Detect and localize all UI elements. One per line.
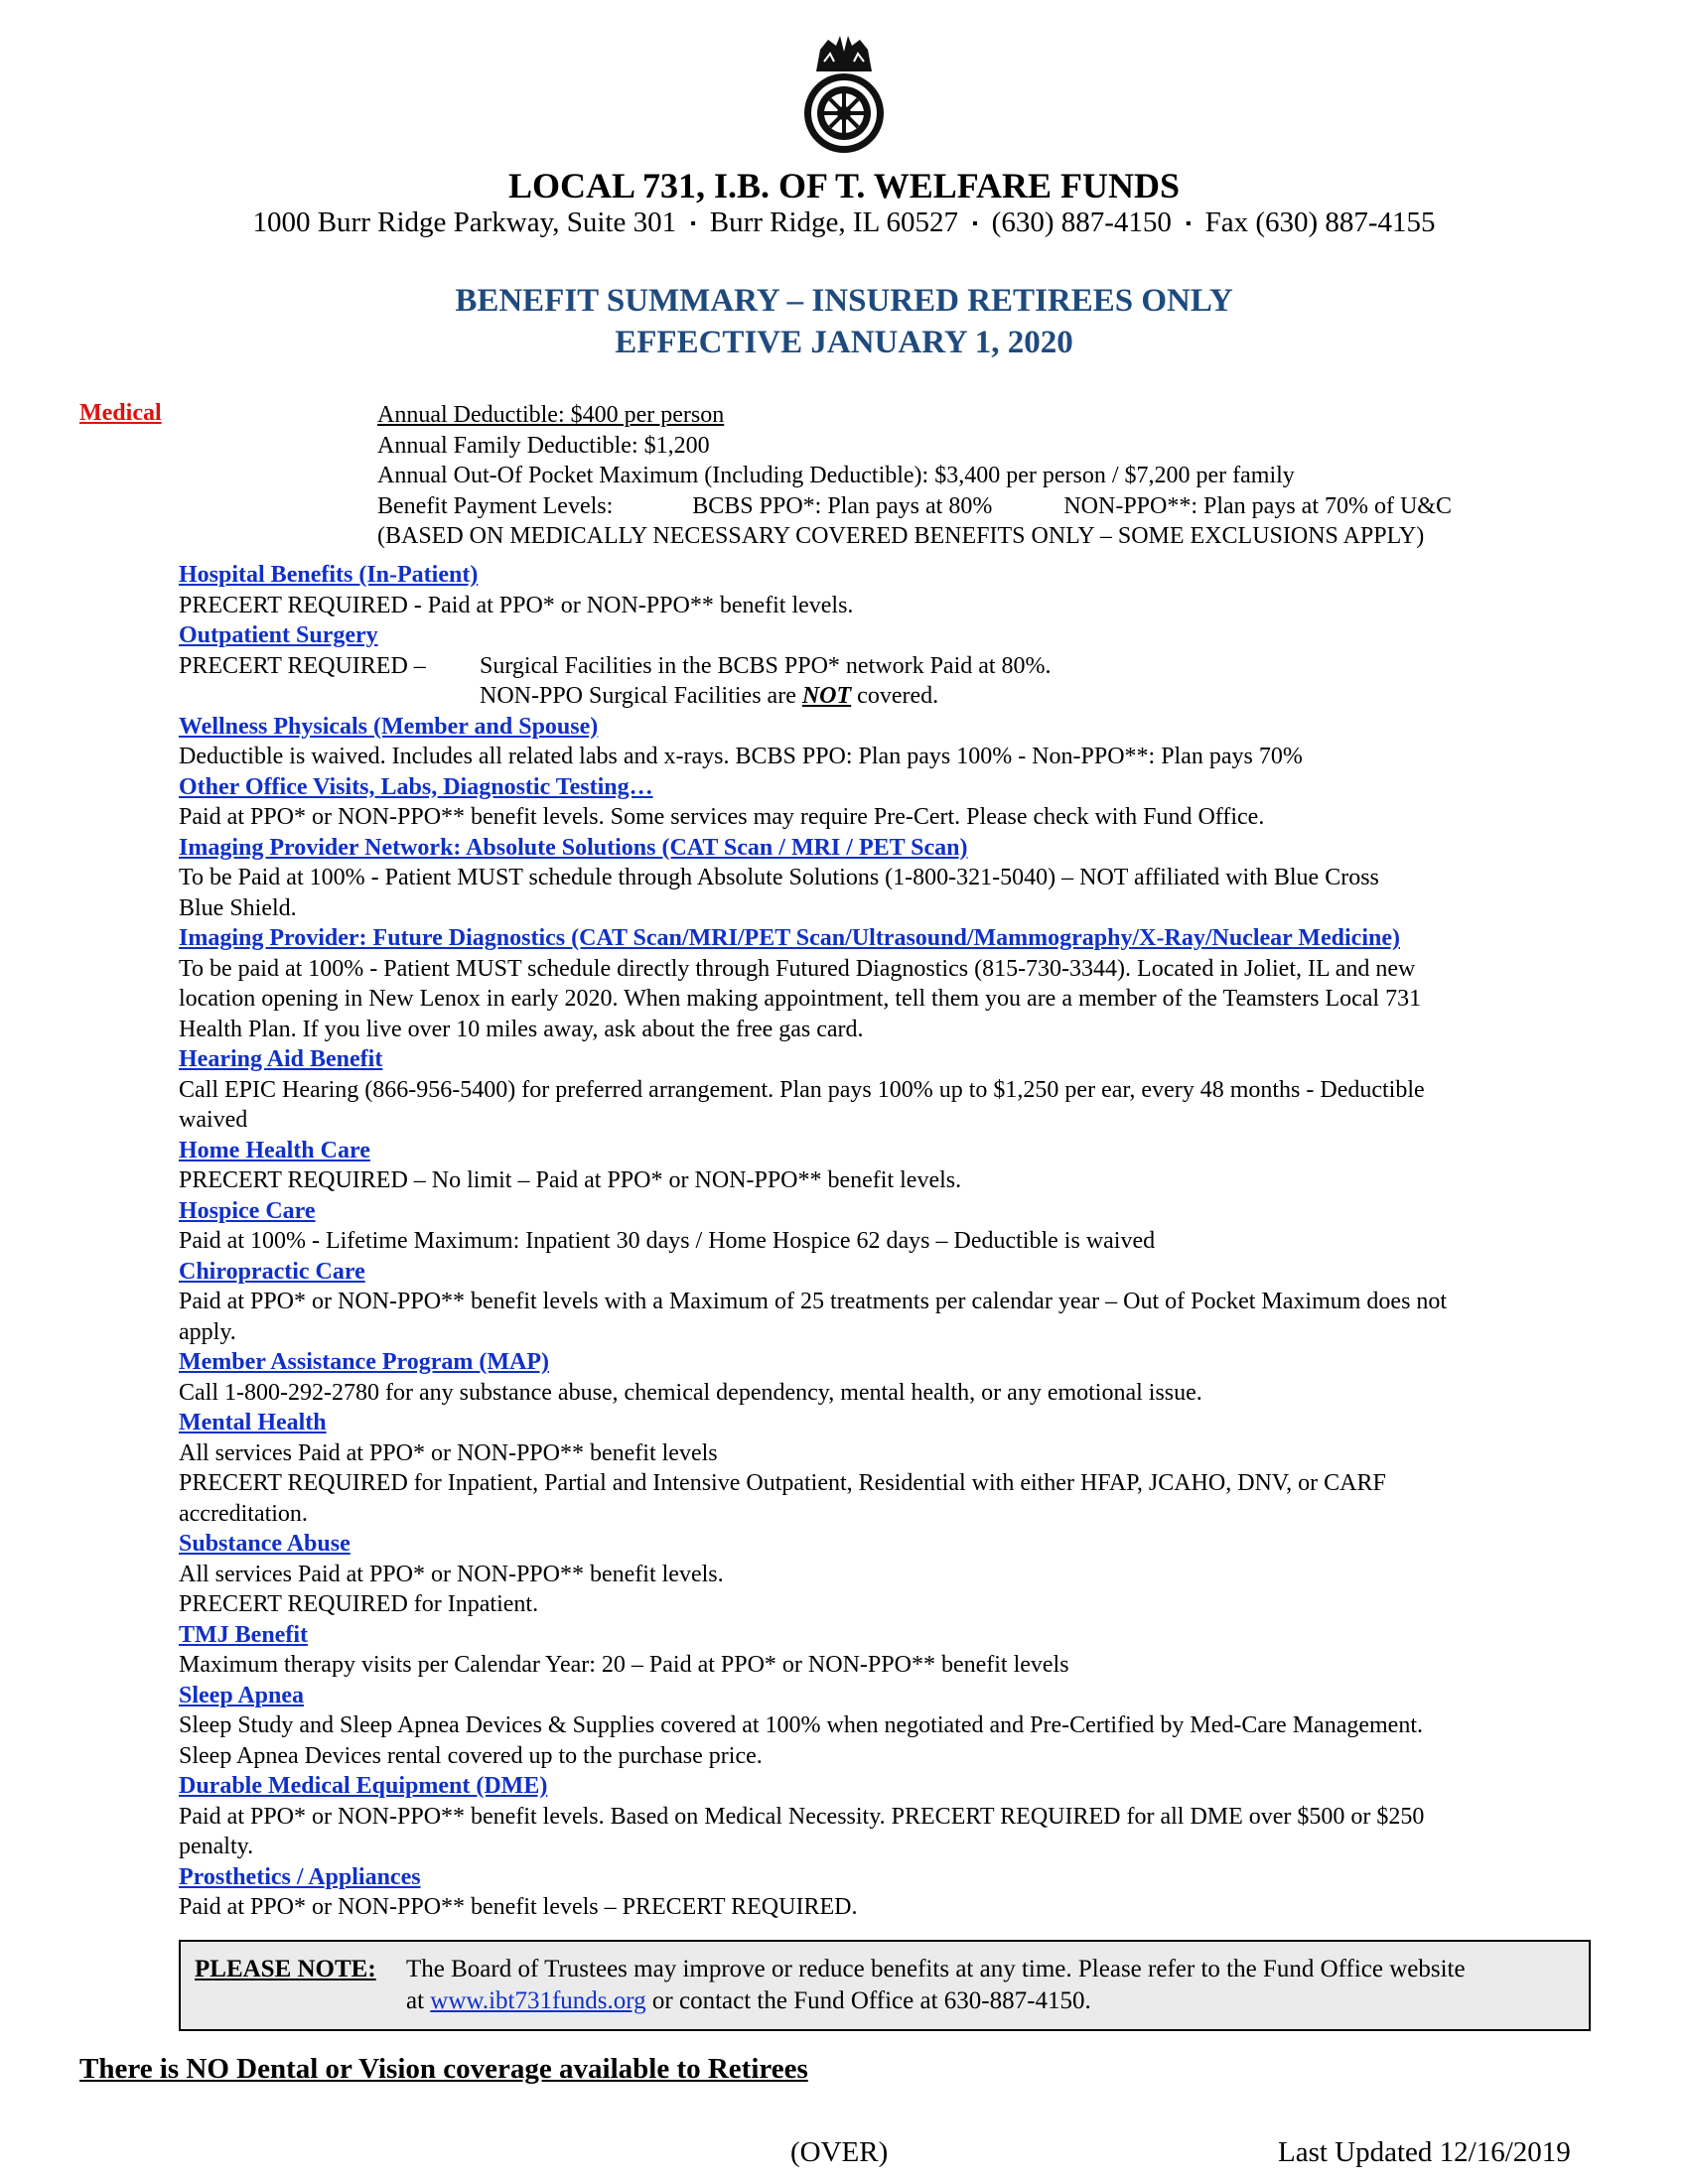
section-text: To be paid at 100% - Patient MUST schedule directly through Futured Diagnostics (815-730-3344). Located in Joliet, IL and new [179, 955, 1416, 982]
section-chiropractic [179, 1257, 1599, 1348]
section-text: Paid at PPO* or NON-PPO** benefit levels with a Maximum of 25 treatments per calendar year – Out of Pocket Maximum does not [179, 1289, 1448, 1314]
section-text: Paid at 100% - Lifetime Maximum: Inpatient 30 days / Home Hospice 62 days – Deductible is waived [179, 1228, 1156, 1254]
section-text: NON-PPO Surgical Facilities are NOT covered. [480, 683, 939, 709]
document-title: BENEFIT SUMMARY – INSURED RETIREES ONLY [455, 283, 1233, 319]
section-text: PRECERT REQUIRED – No limit – Paid at PPO* or NON-PPO** benefit levels. [179, 1167, 962, 1193]
section-map [179, 1347, 1599, 1408]
bullet-separator: ▪ [971, 215, 978, 233]
section-title[interactable]: Substance Abuse [179, 1531, 351, 1557]
section-text: Sleep Apnea Devices rental covered up to the purchase price. [179, 1742, 763, 1769]
section-imaging-absolute [179, 833, 1599, 924]
section-mental-health [179, 1408, 1599, 1529]
benefit-payment-levels: Benefit Payment Levels: BCBS PPO*: Plan pays at 80% NON-PPO**: Plan pays at 70% of U&C [377, 492, 1452, 519]
section-text: Maximum therapy visits per Calendar Year: 20 – Paid at PPO* or NON-PPO** benefit levels [179, 1652, 1069, 1678]
org-contact-line [0, 204, 1688, 243]
section-text: Call 1-800-292-2780 for any substance abuse, chemical dependency, mental health, or any emotional issue. [179, 1379, 1202, 1406]
section-text: accreditation. [179, 1500, 308, 1527]
last-updated: Last Updated 12/16/2019 [1278, 2136, 1571, 2168]
section-text: Sleep Study and Sleep Apnea Devices & Supplies covered at 100% when negotiated and Pre-Certified by Med-Care Management. [179, 1712, 1423, 1738]
bullet-separator: ▪ [690, 215, 696, 233]
section-tmj [179, 1620, 1599, 1681]
note-label: PLEASE NOTE: [195, 1956, 376, 1982]
section-title[interactable]: Sleep Apnea [179, 1682, 305, 1708]
section-text: Deductible is waived. Includes all related labs and x-rays. BCBS PPO: Plan pays 100% - Non-PPO**: Plan pays 70% [179, 744, 1303, 769]
effective-date-title: EFFECTIVE JANUARY 1, 2020 [615, 325, 1073, 360]
bullet-separator: ▪ [1185, 215, 1192, 233]
section-text: To be Paid at 100% - Patient MUST schedule through Absolute Solutions (1-800-321-5040) – NOT affiliated with Blue Cross [179, 865, 1379, 890]
section-title[interactable]: TMJ Benefit [179, 1621, 308, 1648]
section-title[interactable]: Imaging Provider Network: Absolute Solutions (CAT Scan / MRI / PET Scan) [179, 834, 968, 861]
section-text: location opening in New Lenox in early 2020. When making appointment, tell them you are a member of the Teamsters Local 731 [179, 986, 1422, 1012]
section-title[interactable]: Durable Medical Equipment (DME) [179, 1773, 548, 1799]
section-substance-abuse [179, 1529, 1599, 1620]
fax-number: Fax (630) 887-4155 [1204, 206, 1436, 238]
street-address: 1000 Burr Ridge Parkway, Suite 301 [252, 206, 677, 238]
section-title[interactable]: Chiropractic Care [179, 1258, 365, 1285]
section-title[interactable]: Hospice Care [179, 1197, 316, 1224]
section-hearing [179, 1044, 1599, 1136]
section-lead: PRECERT REQUIRED – [179, 652, 426, 679]
section-title[interactable]: Home Health Care [179, 1137, 370, 1163]
section-sleep-apnea [179, 1681, 1599, 1772]
over-marker: (OVER) [790, 2136, 889, 2168]
phone-number: (630) 887-4150 [991, 206, 1172, 238]
section-text: Paid at PPO* or NON-PPO** benefit levels – PRECERT REQUIRED. [179, 1894, 858, 1920]
section-text: waived [179, 1107, 248, 1133]
section-text: Health Plan. If you live over 10 miles away, ask about the free gas card. [179, 1016, 864, 1042]
section-text: Blue Shield. [179, 894, 297, 921]
section-imaging-future [179, 923, 1599, 1044]
section-text: All services Paid at PPO* or NON-PPO** benefit levels. [179, 1561, 724, 1587]
section-text: PRECERT REQUIRED for Inpatient. [179, 1591, 539, 1617]
section-text: Paid at PPO* or NON-PPO** benefit levels. Some services may require Pre-Cert. Please check with Fund Office. [179, 804, 1265, 830]
no-dental-vision-notice: There is NO Dental or Vision coverage available to Retirees [79, 2053, 808, 2085]
section-hospice [179, 1196, 1599, 1257]
section-title[interactable]: Outpatient Surgery [179, 622, 378, 648]
section-text: apply. [179, 1318, 236, 1345]
section-office-visits [179, 772, 1599, 833]
note-text: The Board of Trustees may improve or reduce benefits at any time. Please refer to the Fund Office website [406, 1956, 1466, 1982]
please-note-box: PLEASE NOTE: The Board of Trustees may improve or reduce benefits at any time. Please refer to the Fund Office website at www.ibt731funds.org or contact the Fund Office at 630-887-4150. [179, 1940, 1591, 2031]
section-text: All services Paid at PPO* or NON-PPO** benefit levels [179, 1439, 718, 1466]
medical-disclaimer: (BASED ON MEDICALLY NECESSARY COVERED BENEFITS ONLY – SOME EXCLUSIONS APPLY) [377, 523, 1425, 549]
section-outpatient [179, 620, 1599, 712]
family-deductible: Annual Family Deductible: $1,200 [377, 432, 710, 459]
section-wellness [179, 712, 1599, 772]
section-prosthetics [179, 1862, 1599, 1923]
section-title[interactable]: Hospital Benefits (In-Patient) [179, 562, 479, 588]
section-text: PRECERT REQUIRED - Paid at PPO* or NON-PPO** benefit levels. [179, 592, 854, 618]
section-text: penalty. [179, 1834, 254, 1859]
section-title[interactable]: Imaging Provider: Future Diagnostics (CAT Scan/MRI/PET Scan/Ultrasound/Mammography/X-Ray/Nuclear Medicine) [179, 925, 1400, 951]
section-text: Paid at PPO* or NON-PPO** benefit levels. Based on Medical Necessity. PRECERT REQUIRED for all DME over $500 or $250 [179, 1803, 1425, 1830]
annual-deductible: Annual Deductible: $400 per person [377, 402, 725, 428]
section-title[interactable]: Member Assistance Program (MAP) [179, 1349, 550, 1375]
ppo-level: BCBS PPO*: Plan pays at 80% [692, 492, 993, 519]
section-text: Call EPIC Hearing (866-956-5400) for preferred arrangement. Plan pays 100% up to $1,250 per ear, every 48 months - Deductible [179, 1076, 1425, 1103]
teamsters-logo [794, 32, 894, 161]
org-name: LOCAL 731, I.B. OF T. WELFARE FUNDS [507, 166, 1181, 205]
medical-summary [377, 400, 1452, 552]
city-address: Burr Ridge, IL 60527 [709, 206, 958, 238]
section-dme [179, 1771, 1599, 1862]
nonppo-level: NON-PPO**: Plan pays at 70% of U&C [1063, 492, 1452, 519]
benefit-sections [179, 560, 1599, 1923]
out-of-pocket-max: Annual Out-Of Pocket Maximum (Including Deductible): $3,400 per person / $7,200 per family [377, 463, 1295, 488]
section-title[interactable]: Mental Health [179, 1410, 327, 1435]
section-home-health [179, 1136, 1599, 1196]
medical-label: Medical [79, 400, 162, 426]
section-text: PRECERT REQUIRED for Inpatient, Partial and Intensive Outpatient, Residential with either HFAP, JCAHO, DNV, or CARF [179, 1470, 1386, 1496]
section-title[interactable]: Wellness Physicals (Member and Spouse) [179, 713, 599, 740]
section-title[interactable]: Prosthetics / Appliances [179, 1863, 421, 1890]
fund-website-link[interactable]: www.ibt731funds.org [430, 1987, 646, 2014]
section-title[interactable]: Other Office Visits, Labs, Diagnostic Testing… [179, 773, 653, 800]
section-text: Surgical Facilities in the BCBS PPO* network Paid at 80%. [480, 652, 1052, 679]
section-hospital [179, 560, 1599, 620]
section-title[interactable]: Hearing Aid Benefit [179, 1046, 383, 1072]
